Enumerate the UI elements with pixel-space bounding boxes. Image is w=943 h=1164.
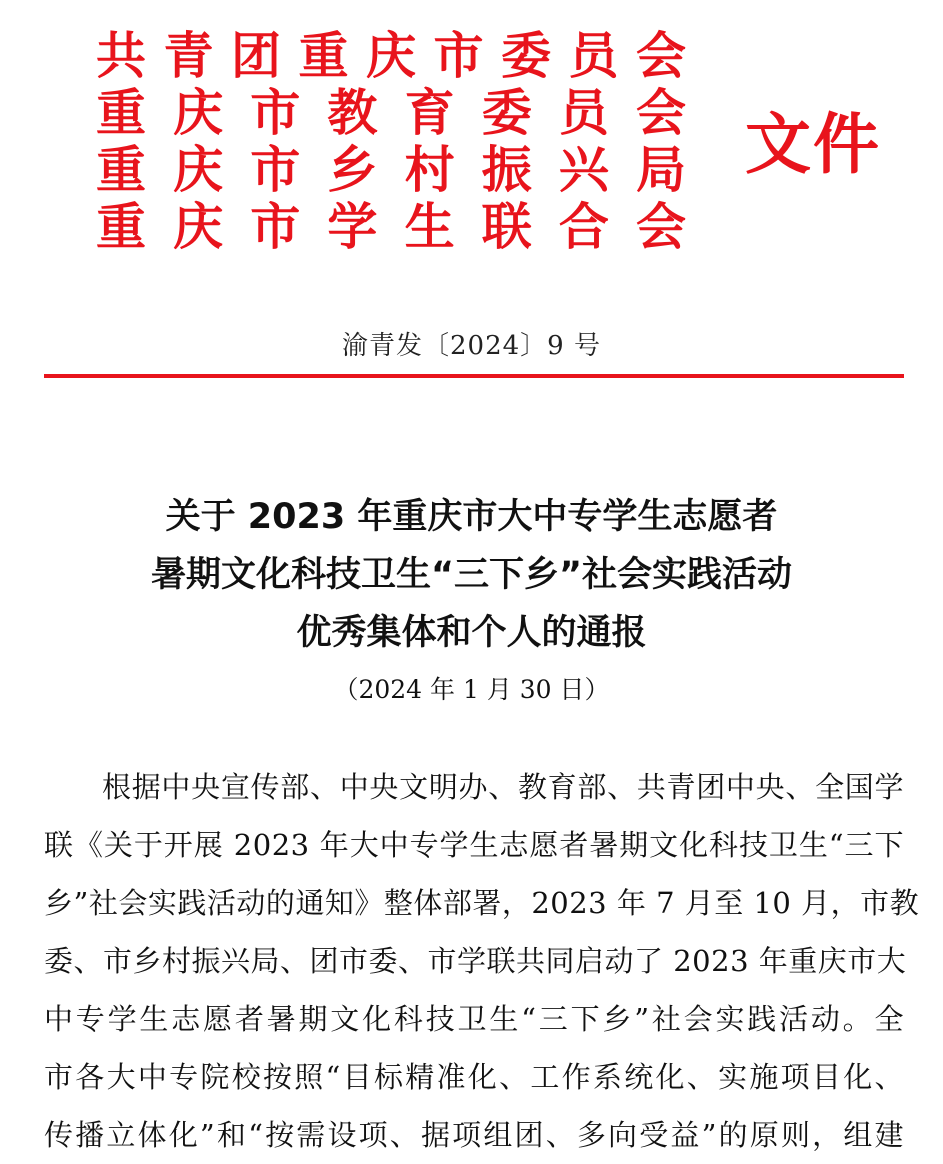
red-divider-line <box>44 374 904 378</box>
issuer-char: 局 <box>635 141 686 199</box>
issuer-char: 庆 <box>366 27 416 85</box>
issuer-char: 青 <box>163 27 214 85</box>
body-line: 市各大中专院校按照“目标精准化、工作系统化、实施项目化、 <box>44 1060 904 1094</box>
document-header <box>0 0 943 270</box>
issuer-char: 联 <box>481 198 532 256</box>
title-line: 优秀集体和个人的通报 <box>296 613 647 653</box>
issuer-char: 兴 <box>558 141 609 199</box>
issuer-char: 振 <box>481 141 532 199</box>
issuer-line <box>96 199 686 256</box>
issuer-char: 共 <box>96 27 146 85</box>
document-title <box>0 488 943 662</box>
issuer-list <box>96 28 686 256</box>
issuer-line <box>96 28 686 85</box>
issuer-char: 庆 <box>173 84 224 142</box>
issuer-char: 市 <box>250 84 301 142</box>
document-number: 渝青发〔2024〕9 号 <box>342 331 601 361</box>
issuer-char: 重 <box>96 84 146 142</box>
issuer-line <box>96 85 686 142</box>
issuer-char: 市 <box>250 198 301 256</box>
issuer-char: 会 <box>635 198 686 256</box>
document-date: （2024 年 1 月 30 日） <box>333 675 610 704</box>
issuer-char: 庆 <box>173 198 224 256</box>
issuer-char: 合 <box>558 198 609 256</box>
title-line: 暑期文化科技卫生“三下乡”社会实践活动 <box>150 555 792 595</box>
issuer-char: 会 <box>635 84 686 142</box>
issuer-char: 会 <box>636 27 686 85</box>
issuer-char: 教 <box>327 84 378 142</box>
issuer-line <box>96 142 686 199</box>
issuer-char: 育 <box>404 84 455 142</box>
issuer-char: 委 <box>501 27 551 85</box>
issuer-char: 学 <box>327 198 378 256</box>
body-line: 根据中央宣传部、中央文明办、教育部、共青团中央、全国学 <box>102 770 904 804</box>
issuer-char: 重 <box>298 27 349 85</box>
body-paragraph <box>44 758 920 1164</box>
body-line: 传播立体化”和“按需设项、据项组团、多向受益”的原则，组建 <box>44 1118 904 1152</box>
body-line: 中专学生志愿者暑期文化科技卫生“三下乡”社会实践活动。全 <box>44 1002 904 1036</box>
issuer-char: 重 <box>96 141 146 199</box>
issuer-char: 员 <box>558 84 609 142</box>
issuer-char: 庆 <box>173 141 224 199</box>
issuer-char: 委 <box>481 84 532 142</box>
issuer-char: 重 <box>96 198 146 256</box>
body-line: 联《关于开展 2023 年大中专学生志愿者暑期文化科技卫生“三下 <box>44 828 904 862</box>
issuer-char: 乡 <box>327 141 378 199</box>
issuer-char: 市 <box>250 141 301 199</box>
body-line: 乡”社会实践活动的通知》整体部署，2023 年 7 月至 10 月，市教 <box>44 886 920 920</box>
body-line: 委、市乡村振兴局、团市委、市学联共同启动了 2023 年重庆市大 <box>44 944 907 978</box>
title-line: 关于 2023 年重庆市大中专学生志愿者 <box>165 497 778 537</box>
issuer-char: 村 <box>404 141 455 199</box>
issuer-char: 生 <box>404 198 455 256</box>
issuer-char: 市 <box>433 27 484 85</box>
document-type-label: 文件 <box>745 106 881 183</box>
issuer-char: 团 <box>231 27 281 85</box>
issuer-char: 员 <box>568 27 619 85</box>
